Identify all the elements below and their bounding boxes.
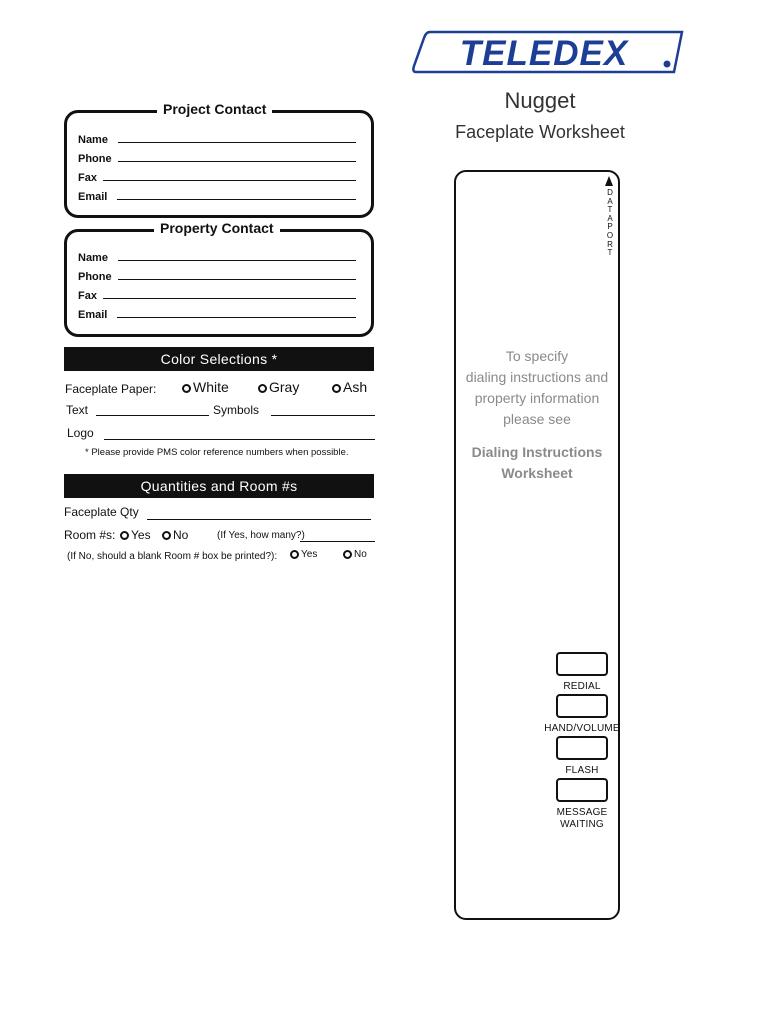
message-waiting-button[interactable] (556, 778, 608, 802)
blank-yes-radio-icon[interactable] (290, 550, 299, 559)
project-fax-field[interactable]: Fax (78, 166, 356, 184)
ash-radio-icon[interactable] (332, 384, 341, 393)
dialing-instructions-link[interactable]: Dialing Instructions Worksheet (471, 444, 603, 481)
property-fax-field[interactable]: Fax (78, 284, 356, 302)
pms-note: * Please provide PMS color reference numbers when possible. (85, 447, 349, 458)
symbols-color-input[interactable] (271, 403, 375, 416)
property-email-field[interactable]: Email (78, 303, 356, 321)
blank-no-option[interactable]: No (343, 549, 367, 560)
hand-volume-label: HAND/VOLUME (544, 723, 620, 734)
product-title: Nugget (504, 88, 576, 113)
svg-text:TELEDEX: TELEDEX (459, 34, 629, 73)
project-name-field[interactable]: Name (78, 128, 356, 146)
logo-color-label: Logo (67, 426, 94, 440)
dataport-label: D A T A P O R T (606, 188, 614, 258)
blank-room-question: (If No, should a blank Room # box be printed?): (67, 551, 278, 562)
faceplate-paper-label: Faceplate Paper: (65, 382, 157, 396)
gray-radio-icon[interactable] (258, 384, 267, 393)
option-gray[interactable]: Gray (258, 379, 299, 395)
redial-button[interactable] (556, 652, 608, 676)
redial-label: REDIAL (563, 681, 601, 692)
faceplate-instructions: To specify dialing instructions and property information please see (465, 348, 609, 427)
color-selections-header: Color Selections * (64, 347, 374, 371)
option-ash[interactable]: Ash (332, 379, 367, 395)
blank-yes-option[interactable]: Yes (290, 549, 317, 560)
flash-button[interactable] (556, 736, 608, 760)
flash-label: FLASH (565, 765, 599, 776)
room-yes-radio-icon[interactable] (120, 531, 129, 540)
text-color-label: Text (66, 403, 89, 417)
quantities-header: Quantities and Room #s (64, 474, 374, 498)
property-contact-title: Property Contact (154, 220, 280, 236)
how-many-input[interactable] (300, 529, 375, 542)
room-no-radio-icon[interactable] (162, 531, 171, 540)
text-color-input[interactable] (96, 403, 209, 416)
dataport-arrow-icon (605, 176, 613, 186)
room-numbers-label: Room #s: (64, 528, 116, 542)
message-waiting-label: MESSAGE WAITING (556, 807, 608, 830)
property-phone-field[interactable]: Phone (78, 265, 356, 283)
property-name-field[interactable]: Name (78, 246, 356, 264)
worksheet-subtitle: Faceplate Worksheet (455, 122, 625, 142)
option-white[interactable]: White (182, 379, 229, 395)
hand-volume-button[interactable] (556, 694, 608, 718)
white-radio-icon[interactable] (182, 384, 191, 393)
project-contact-title: Project Contact (157, 101, 272, 117)
project-email-field[interactable]: Email (78, 185, 356, 203)
faceplate-qty-input[interactable] (147, 507, 371, 520)
project-phone-field[interactable]: Phone (78, 147, 356, 165)
teledex-logo (412, 30, 684, 74)
blank-no-radio-icon[interactable] (343, 550, 352, 559)
symbols-color-label: Symbols (213, 403, 260, 417)
how-many-label: (If Yes, how many?) (217, 530, 305, 541)
logo-color-input[interactable] (104, 427, 375, 440)
faceplate-qty-label: Faceplate Qty (64, 505, 139, 519)
room-no-option[interactable]: No (162, 528, 188, 542)
room-yes-option[interactable]: Yes (120, 528, 151, 542)
